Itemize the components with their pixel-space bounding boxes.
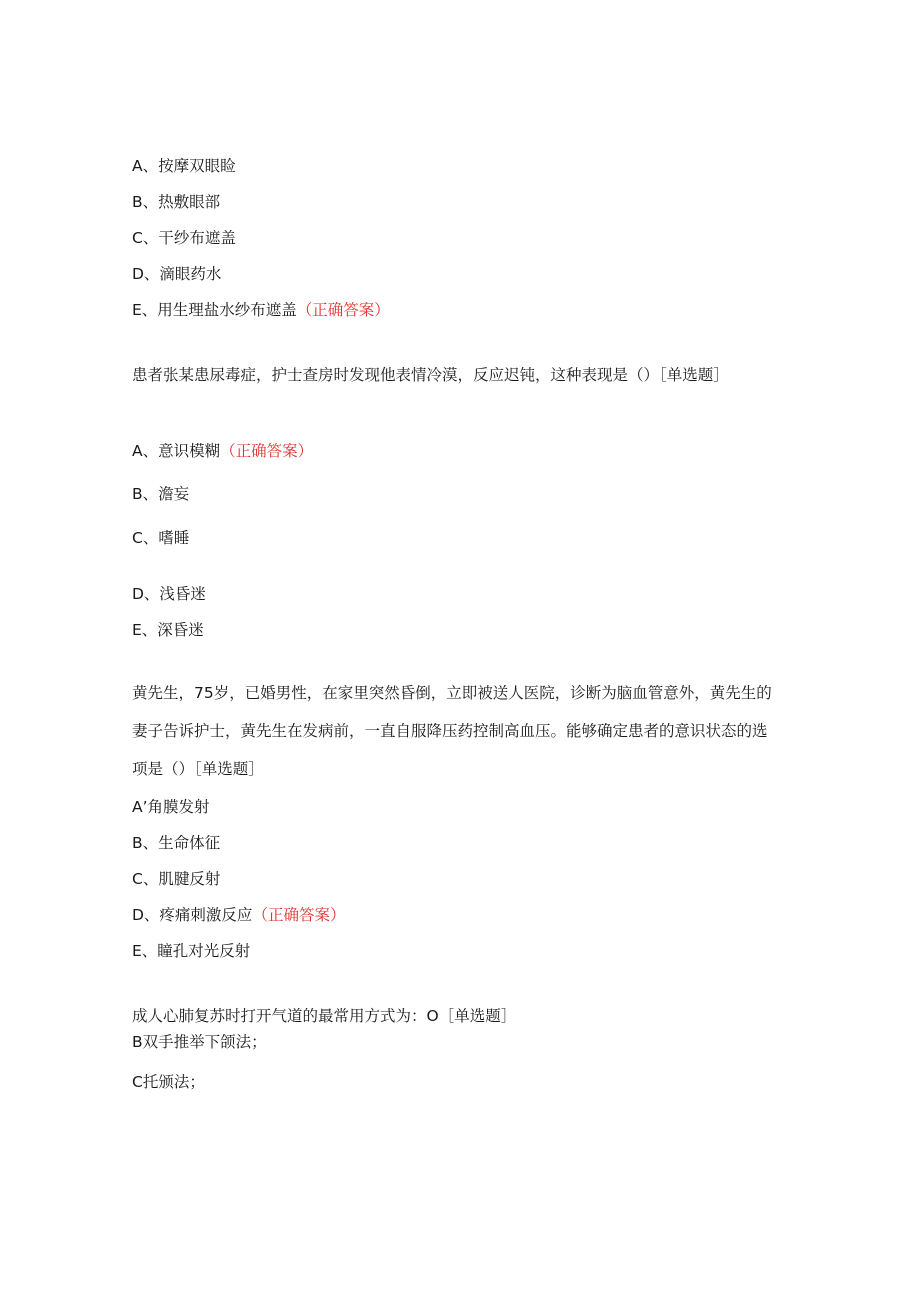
correct-answer-tag: （正确答案） bbox=[252, 906, 346, 924]
option-c: C托颁法； bbox=[132, 1073, 205, 1091]
option-b: B双手推举下颌法； bbox=[132, 1033, 267, 1051]
option-d: D、滴眼药水 bbox=[132, 265, 222, 283]
option-d: D、疼痛刺激反应（正确答案） bbox=[132, 906, 346, 924]
correct-answer-tag: （正确答案） bbox=[296, 301, 390, 319]
option-a: A、意识模糊（正确答案） bbox=[132, 442, 314, 460]
option-c: C、干纱布遮盖 bbox=[132, 229, 236, 247]
correct-answer-tag: （正确答案） bbox=[220, 442, 314, 460]
option-e: E、用生理盐水纱布遮盖（正确答案） bbox=[132, 301, 390, 319]
question-text: 黄先生，75岁，已婚男性，在家里突然昏倒，立即被送人医院，诊断为脑血管意外，黄先生的妻子告诉护士，黄先生在发病前，一直自服降压药控制高血压。能够确定患者的意识状态的选项是（）［单选题］ bbox=[132, 684, 772, 778]
option-c: C、肌腱反射 bbox=[132, 870, 221, 888]
question-text: 成人心肺复苏时打开气道的最常用方式为：O［单选题］ bbox=[132, 1007, 517, 1025]
option-a: A、按摩双眼睑 bbox=[132, 157, 236, 175]
option-e: E、瞳孔对光反射 bbox=[132, 942, 251, 960]
option-b: B、生命体征 bbox=[132, 834, 221, 852]
option-b: B、热敷眼部 bbox=[132, 193, 221, 211]
option-c: C、嗜睡 bbox=[132, 529, 190, 547]
option-e: E、深昏迷 bbox=[132, 621, 204, 639]
option-b: B、澹妄 bbox=[132, 485, 190, 503]
question-text: 患者张某患尿毒症，护士查房时发现他表情冷漠，反应迟钝，这种表现是（）［单选题］ bbox=[132, 366, 729, 384]
option-a: A’角膜发射 bbox=[132, 798, 210, 816]
option-d: D、浅昏迷 bbox=[132, 585, 206, 603]
